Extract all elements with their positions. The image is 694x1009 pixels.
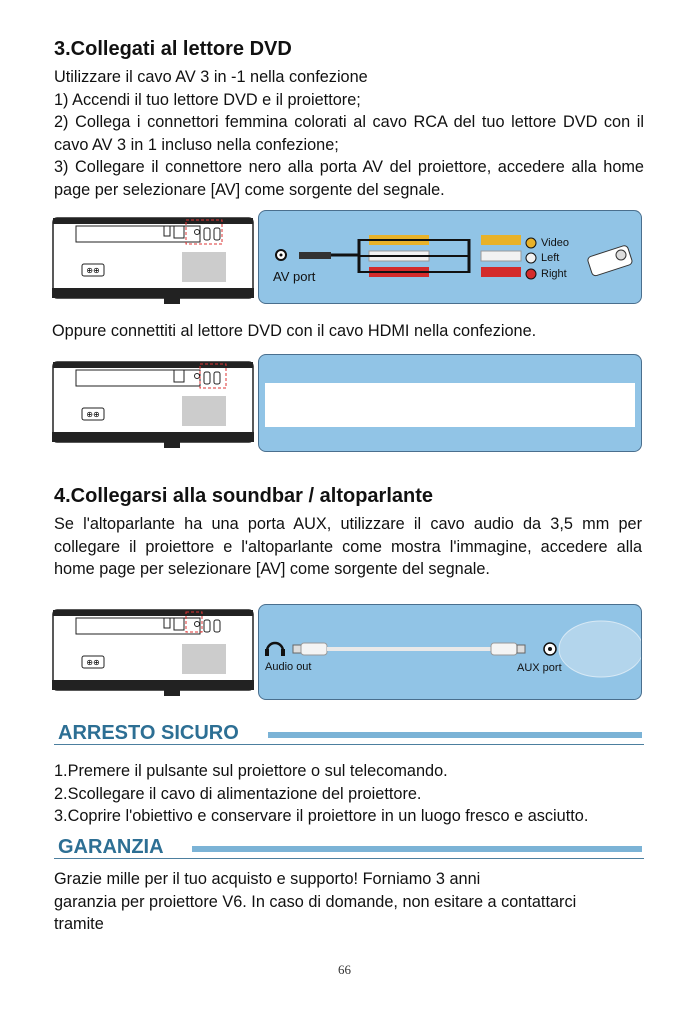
section-3-step-3: 3) Collegare il connettore nero alla porta AV del proiettore, accedere alla home page per selezionare [AV] come sorgente del segnale.: [54, 158, 644, 199]
section-4-title: 4.Collegarsi alla soundbar / altoparlante: [54, 485, 433, 507]
svg-text:⊕⊕: ⊕⊕: [86, 410, 100, 419]
hdmi-instruction: Oppure connettiti al lettore DVD con il cavo HDMI nella confezione.: [52, 322, 537, 340]
section-3-line-intro: Utilizzare il cavo AV 3 in -1 nella confezione: [54, 68, 368, 86]
left-label: Left: [541, 252, 560, 264]
warranty-line: garanzia per proiettore V6. In caso di domande, non esitare a contattarci: [54, 892, 577, 911]
svg-text:⊕⊕: ⊕⊕: [86, 266, 100, 275]
av-cable-diagram: [259, 211, 641, 303]
av-port-label: AV port: [273, 269, 316, 284]
hdmi-cable-panel: [258, 354, 642, 452]
projector-illustration: [52, 212, 254, 306]
projector-illustration-hdmi: [52, 356, 254, 450]
warranty-title: GARANZIA: [58, 836, 164, 858]
section-3-body: [54, 66, 644, 202]
section-3-step-2: 2) Collega i connettori femmina colorati al cavo RCA del tuo lettore DVD con il cavo AV 3 in 1 incluso nella confezione;: [54, 113, 644, 154]
safe-shutdown-title: ARRESTO SICURO: [58, 722, 239, 744]
section-4-paragraph: Se l'altoparlante ha una porta AUX, utilizzare il cavo audio da 3,5 mm per collegare il proiettore e l'altoparlante come mostra l'immagine, accedere alla home page per selezionare [AV] come sorgente del segnale.: [54, 515, 642, 579]
warranty-line: Grazie mille per il tuo acquisto e supporto! Forniamo 3 anni: [54, 870, 481, 888]
section-3-title: 3.Collegati al lettore DVD: [54, 38, 292, 60]
safe-shutdown-bar: [268, 732, 642, 738]
audio-cable-diagram: [259, 605, 641, 699]
safe-shutdown-item: 2.Scollegare il cavo di alimentazione del proiettore.: [54, 784, 422, 803]
safe-shutdown-list: [54, 760, 588, 828]
warranty-line: tramite: [54, 915, 104, 934]
audio-cable-panel: [258, 604, 642, 700]
aux-port-label: AUX port: [517, 662, 562, 674]
warranty-bar: [192, 846, 642, 852]
warranty-paragraph: [54, 868, 576, 936]
right-label: Right: [541, 268, 567, 280]
section-3-step-1: 1) Accendi il tuo lettore DVD e il proiettore;: [54, 90, 361, 109]
projector-illustration-audio: [52, 604, 254, 698]
safe-shutdown-rule: [54, 744, 644, 745]
safe-shutdown-item: 3.Coprire l'obiettivo e conservare il proiettore in un luogo fresco e asciutto.: [54, 807, 589, 826]
svg-text:⊕⊕: ⊕⊕: [86, 658, 100, 667]
page-number: 66: [338, 962, 351, 977]
safe-shutdown-item: 1.Premere il pulsante sul proiettore o sul telecomando.: [54, 762, 448, 780]
warranty-rule: [54, 858, 644, 859]
video-label: Video: [541, 237, 569, 249]
hdmi-panel-inner: [265, 383, 635, 427]
av-cable-panel: [258, 210, 642, 304]
audio-out-label: Audio out: [265, 661, 312, 673]
